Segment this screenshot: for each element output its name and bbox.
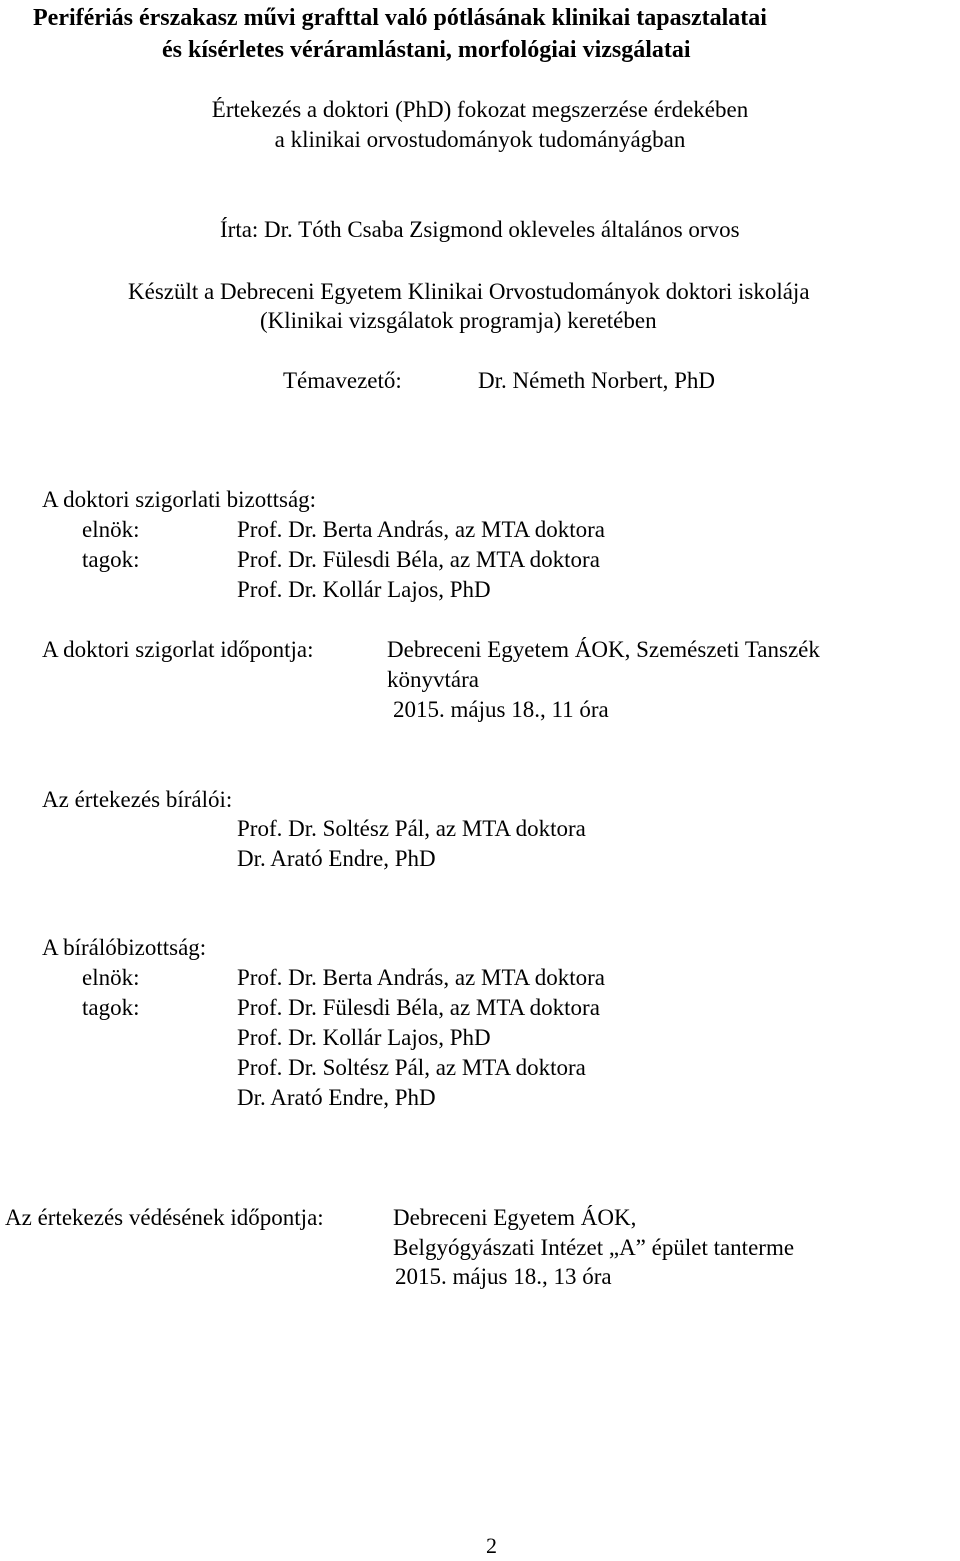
supervisor-name: Dr. Németh Norbert, PhD bbox=[478, 368, 715, 393]
exam-committee-heading: A doktori szigorlati bizottság: bbox=[42, 487, 317, 512]
review-member: Dr. Arató Endre, PhD bbox=[237, 1085, 436, 1110]
review-members-label: tagok: bbox=[82, 995, 140, 1020]
school-line-1: Készült a Debreceni Egyetem Klinikai Orvostudományok doktori iskolája bbox=[128, 279, 810, 304]
exam-member: Prof. Dr. Kollár Lajos, PhD bbox=[237, 577, 491, 602]
defense-line: 2015. május 18., 13 óra bbox=[395, 1264, 612, 1289]
review-member: Prof. Dr. Soltész Pál, az MTA doktora bbox=[237, 1055, 586, 1080]
review-chair-label: elnök: bbox=[82, 965, 140, 990]
author-line: Írta: Dr. Tóth Csaba Zsigmond okleveles általános orvos bbox=[220, 217, 740, 242]
exam-date-line: könyvtára bbox=[387, 667, 479, 692]
review-committee-heading: A bírálóbizottság: bbox=[42, 935, 207, 960]
exam-member: Prof. Dr. Fülesdi Béla, az MTA doktora bbox=[237, 547, 600, 572]
exam-date-line: Debreceni Egyetem ÁOK, Szemészeti Tanszék bbox=[387, 637, 820, 662]
exam-chair-name: Prof. Dr. Berta András, az MTA doktora bbox=[237, 517, 605, 542]
defense-line: Belgyógyászati Intézet „A” épület tanterme bbox=[393, 1235, 795, 1260]
review-chair-name: Prof. Dr. Berta András, az MTA doktora bbox=[237, 965, 605, 990]
supervisor-label: Témavezető: bbox=[283, 368, 402, 393]
defense-label: Az értekezés védésének időpontja: bbox=[5, 1205, 324, 1230]
exam-chair-label: elnök: bbox=[82, 517, 140, 542]
title-line-2: és kísérletes véráramlástani, morfológiai vizsgálatai bbox=[162, 37, 691, 63]
defense-line: Debreceni Egyetem ÁOK, bbox=[393, 1205, 637, 1230]
title-line-1: Perifériás érszakasz művi grafttal való pótlásának klinikai tapasztalatai bbox=[33, 5, 767, 31]
exam-date-label: A doktori szigorlat időpontja: bbox=[42, 637, 314, 662]
subtitle-line-2: a klinikai orvostudományok tudományágban bbox=[274, 127, 686, 152]
exam-date-line: 2015. május 18., 11 óra bbox=[393, 697, 609, 722]
exam-members-label: tagok: bbox=[82, 547, 140, 572]
reviewers-heading: Az értekezés bírálói: bbox=[42, 787, 233, 812]
school-line-2: (Klinikai vizsgálatok programja) keretében bbox=[260, 308, 657, 333]
reviewer-name: Dr. Arató Endre, PhD bbox=[237, 846, 436, 871]
review-member: Prof. Dr. Fülesdi Béla, az MTA doktora bbox=[237, 995, 600, 1020]
subtitle-line-1: Értekezés a doktori (PhD) fokozat megszerzése érdekében bbox=[211, 97, 749, 122]
reviewer-name: Prof. Dr. Soltész Pál, az MTA doktora bbox=[237, 816, 586, 841]
page-number: 2 bbox=[486, 1533, 497, 1558]
review-member: Prof. Dr. Kollár Lajos, PhD bbox=[237, 1025, 491, 1050]
